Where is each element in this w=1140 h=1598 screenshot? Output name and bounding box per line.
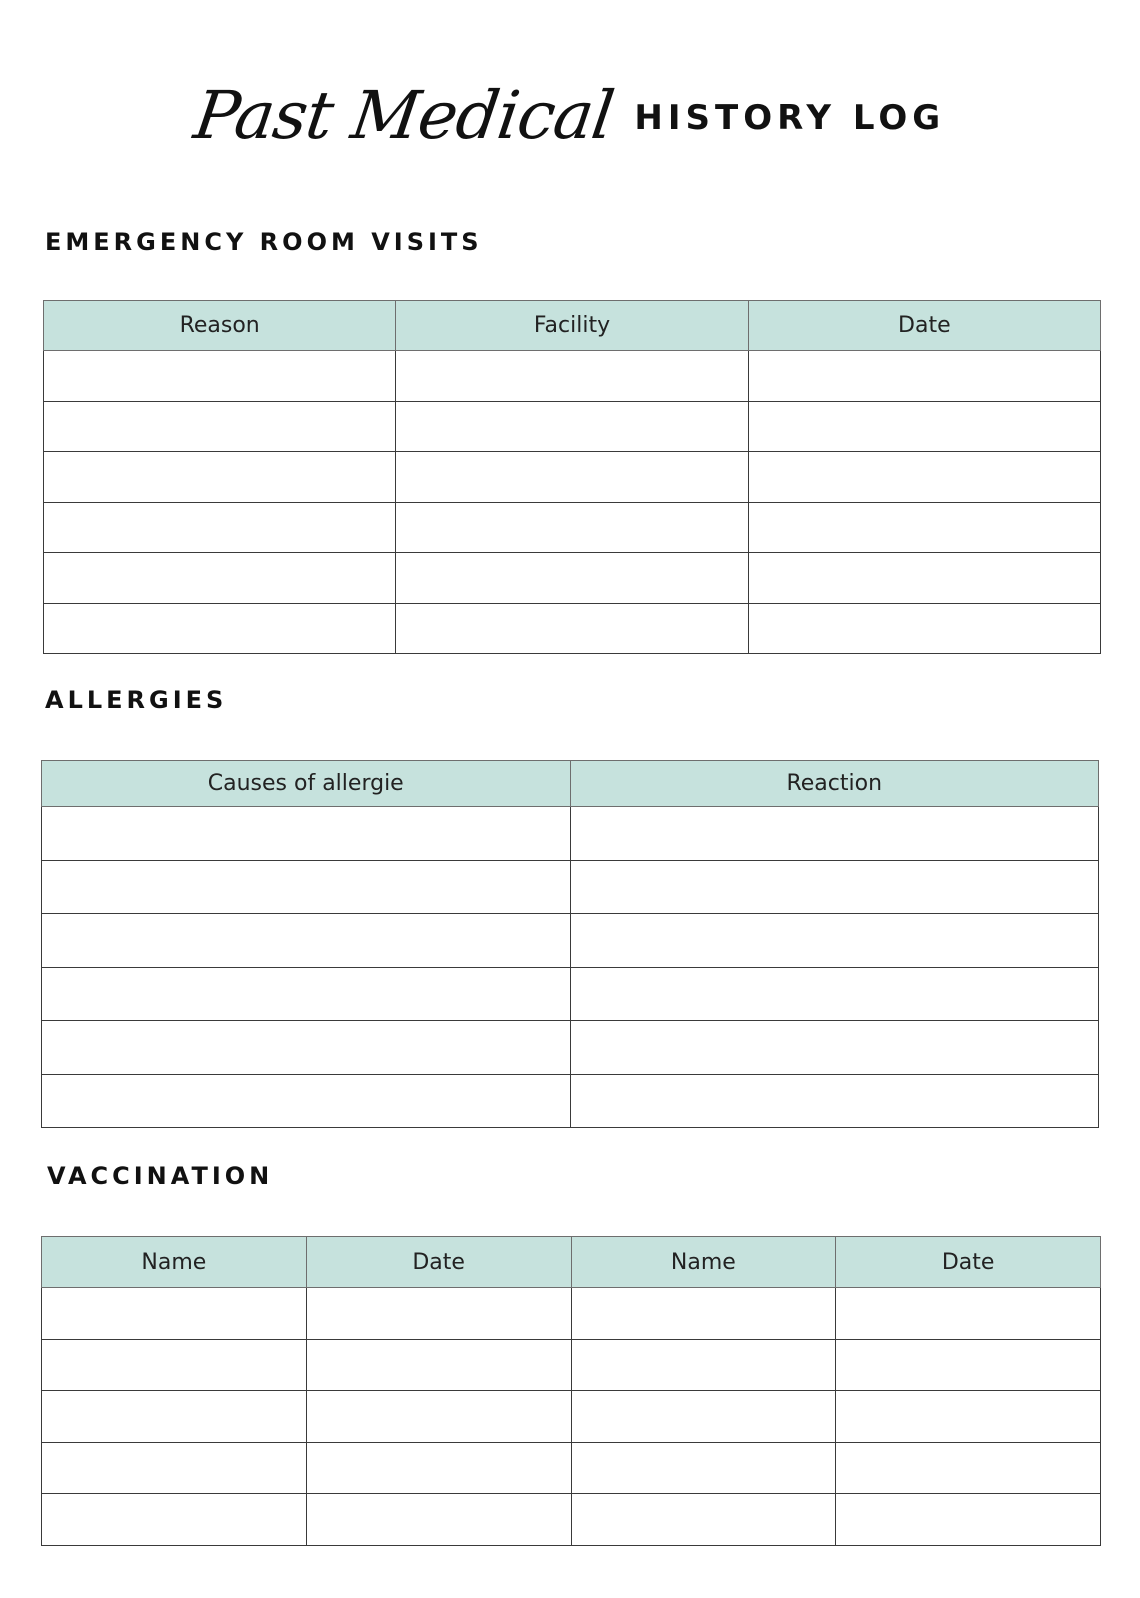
vaccination-entry-cell[interactable] (836, 1494, 1101, 1546)
emergency-entry-cell[interactable] (396, 502, 748, 553)
allergies-entry-cell[interactable] (570, 967, 1099, 1021)
table-row (42, 914, 1099, 968)
table-row (42, 1021, 1099, 1075)
vaccination-entry-cell[interactable] (306, 1442, 571, 1494)
allergies-entry-cell[interactable] (42, 914, 571, 968)
emergency-entry-cell[interactable] (44, 553, 396, 604)
table-row (42, 1074, 1099, 1128)
emergency-column-header: Date (748, 301, 1100, 351)
emergency-entry-cell[interactable] (44, 351, 396, 402)
vaccination-entry-cell[interactable] (571, 1288, 836, 1340)
allergies-column-header: Reaction (570, 761, 1099, 807)
vaccination-entry-cell[interactable] (571, 1391, 836, 1443)
page-title-script: Past Medical (189, 76, 618, 154)
emergency-entry-cell[interactable] (748, 401, 1100, 452)
vaccination-column-header: Date (306, 1237, 571, 1288)
vaccination-heading: VACCINATION (47, 1162, 274, 1190)
emergency-entry-cell[interactable] (396, 452, 748, 503)
table-row (44, 351, 1101, 402)
vaccination-entry-cell[interactable] (306, 1339, 571, 1391)
emergency-entry-cell[interactable] (396, 603, 748, 654)
emergency-entry-cell[interactable] (748, 351, 1100, 402)
allergies-entry-cell[interactable] (42, 1074, 571, 1128)
allergies-entry-cell[interactable] (570, 1021, 1099, 1075)
allergies-entry-cell[interactable] (570, 1074, 1099, 1128)
vaccination-entry-cell[interactable] (836, 1442, 1101, 1494)
vaccination-entry-cell[interactable] (42, 1494, 307, 1546)
vaccination-column-header: Name (42, 1237, 307, 1288)
vaccination-column-header: Date (836, 1237, 1101, 1288)
allergies-entry-cell[interactable] (42, 807, 571, 861)
table-row (42, 967, 1099, 1021)
vaccination-table (41, 1236, 1101, 1546)
table-row (42, 1442, 1101, 1494)
emergency-entry-cell[interactable] (748, 452, 1100, 503)
vaccination-entry-cell[interactable] (836, 1339, 1101, 1391)
emergency-column-header: Facility (396, 301, 748, 351)
table-row (42, 807, 1099, 861)
emergency-entry-cell[interactable] (44, 603, 396, 654)
page-title-block: HISTORY LOG (634, 98, 946, 138)
allergies-entry-cell[interactable] (570, 914, 1099, 968)
table-row (42, 1288, 1101, 1340)
allergies-column-header: Causes of allergie (42, 761, 571, 807)
allergies-entry-cell[interactable] (42, 1021, 571, 1075)
vaccination-entry-cell[interactable] (571, 1494, 836, 1546)
table-row (42, 1494, 1101, 1546)
emergency-entry-cell[interactable] (396, 351, 748, 402)
table-row (42, 1391, 1101, 1443)
vaccination-entry-cell[interactable] (571, 1442, 836, 1494)
table-row (42, 860, 1099, 914)
emergency-entry-cell[interactable] (396, 401, 748, 452)
vaccination-entry-cell[interactable] (571, 1339, 836, 1391)
vaccination-entry-cell[interactable] (42, 1339, 307, 1391)
allergies-table (41, 760, 1099, 1128)
vaccination-entry-cell[interactable] (42, 1391, 307, 1443)
page-title (0, 70, 1140, 160)
table-row (42, 1339, 1101, 1391)
allergies-entry-cell[interactable] (570, 807, 1099, 861)
emergency-column-header: Reason (44, 301, 396, 351)
emergency-entry-cell[interactable] (748, 603, 1100, 654)
emergency-entry-cell[interactable] (44, 401, 396, 452)
allergies-entry-cell[interactable] (570, 860, 1099, 914)
vaccination-entry-cell[interactable] (306, 1288, 571, 1340)
table-row (44, 603, 1101, 654)
emergency-entry-cell[interactable] (748, 502, 1100, 553)
emergency-heading: EMERGENCY ROOM VISITS (45, 228, 483, 256)
vaccination-entry-cell[interactable] (306, 1494, 571, 1546)
vaccination-entry-cell[interactable] (306, 1391, 571, 1443)
table-row (44, 452, 1101, 503)
vaccination-entry-cell[interactable] (836, 1288, 1101, 1340)
vaccination-entry-cell[interactable] (42, 1442, 307, 1494)
emergency-entry-cell[interactable] (748, 553, 1100, 604)
allergies-heading: ALLERGIES (45, 686, 228, 714)
vaccination-entry-cell[interactable] (836, 1391, 1101, 1443)
table-row (44, 401, 1101, 452)
table-row (44, 553, 1101, 604)
emergency-table (43, 300, 1101, 654)
vaccination-entry-cell[interactable] (42, 1288, 307, 1340)
emergency-entry-cell[interactable] (396, 553, 748, 604)
emergency-entry-cell[interactable] (44, 502, 396, 553)
allergies-entry-cell[interactable] (42, 860, 571, 914)
allergies-entry-cell[interactable] (42, 967, 571, 1021)
emergency-entry-cell[interactable] (44, 452, 396, 503)
vaccination-column-header: Name (571, 1237, 836, 1288)
table-row (44, 502, 1101, 553)
